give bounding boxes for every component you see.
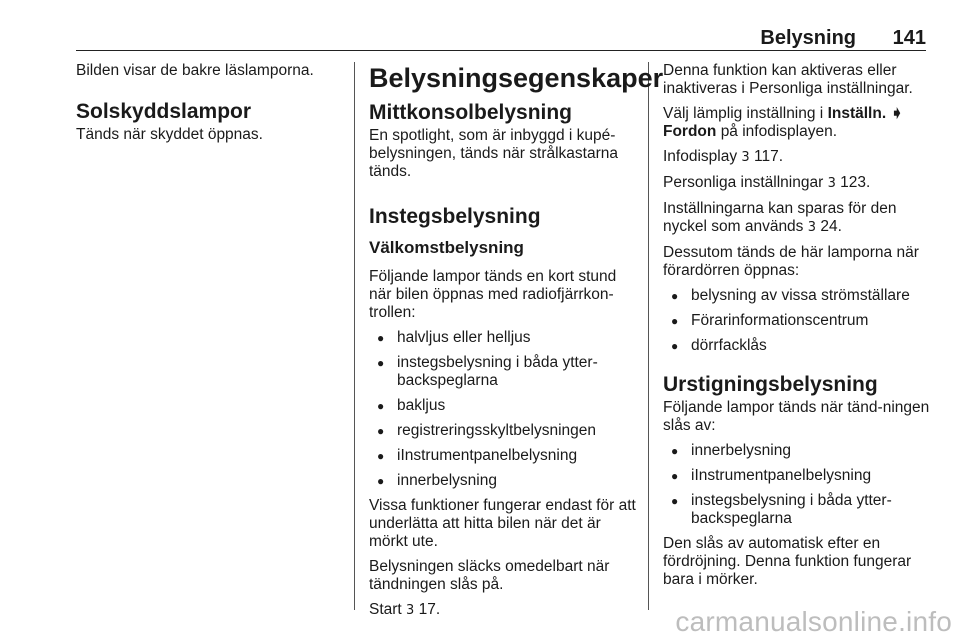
urstignings-heading: Urstigningsbelysning: [663, 373, 878, 396]
menu-fordon: Fordon: [663, 123, 717, 140]
mittkonsol-heading: Mittkonsolbelysning: [369, 101, 573, 124]
reference-arrow-icon: 3: [406, 603, 415, 618]
list-item: ● instegsbelysning i båda ytter-backspeglarna: [369, 354, 637, 390]
mittkonsol-text: En spotlight, som är inbyggd i kupé-belysningen, tänds när strålkastarna tänds.: [369, 127, 619, 180]
start-reference: [369, 601, 637, 620]
personal-settings-label: Personliga inställningar: [663, 174, 824, 191]
solskydd-text: Tänds när skyddet öppnas.: [76, 126, 263, 143]
menu-installn: Inställn.: [827, 105, 887, 122]
save-settings-page[interactable]: 24.: [820, 218, 842, 235]
main-heading: Belysningsegenskaper: [369, 63, 664, 93]
list-item: ● iInstrumentpanelbelysning: [663, 467, 931, 485]
infodisplay-label: Infodisplay: [663, 148, 738, 165]
reference-arrow-icon: 3: [827, 176, 836, 191]
column-2: [369, 62, 664, 627]
menu-arrow-icon: ➧: [890, 105, 904, 122]
list-item: ● instegsbelysning i båda ytter-backspeglarna: [663, 492, 931, 528]
setting-text: [663, 105, 931, 141]
setting-pre: Välj lämplig inställning i: [663, 105, 824, 122]
page-number: 141: [892, 27, 926, 49]
watermark: carmanualsonline.info: [675, 606, 952, 637]
instegs-heading: Instegsbelysning: [369, 205, 541, 228]
save-settings-text: [663, 200, 931, 237]
page-title: Belysning: [760, 27, 856, 49]
valkomst-heading: Välkomstbelysning: [369, 238, 524, 257]
intro-text: Bilden visar de bakre läslamporna.: [76, 62, 314, 79]
personal-settings-page[interactable]: 123.: [840, 174, 871, 191]
urstignings-list: [663, 442, 931, 528]
list-item: ● innerbelysning: [663, 442, 931, 460]
list-item: ● Förarinformationscentrum: [663, 312, 931, 330]
valkomst-list: [369, 329, 637, 490]
column-divider-1: [354, 62, 355, 610]
column-3: [663, 62, 931, 596]
solskydd-heading: Solskyddslampor: [76, 100, 252, 123]
column-1: [76, 62, 346, 151]
driver-door-text: Dessutom tänds de här lamporna när förardörren öppnas:: [663, 244, 919, 279]
list-item: ● registreringsskyltbelysningen: [369, 422, 637, 440]
list-item: ● belysning av vissa strömställare: [663, 287, 931, 305]
urstignings-text: Följande lampor tänds när tänd-ningen slås av:: [663, 399, 930, 434]
personal-settings-reference: [663, 174, 931, 193]
list-item: ● innerbelysning: [369, 472, 637, 490]
list-item: ● halvljus eller helljus: [369, 329, 637, 347]
infodisplay-reference: [663, 148, 931, 167]
setting-post: på infodisplayen.: [720, 123, 838, 140]
reference-arrow-icon: 3: [807, 220, 817, 235]
column-divider-2: [648, 62, 649, 610]
list-item: ● iInstrumentpanelbelysning: [369, 447, 637, 465]
driver-door-list: [663, 287, 931, 355]
functions-text: Vissa funktioner fungerar endast för att underlätta att hitta bilen när det är mörkt ute.: [369, 497, 636, 550]
page-header: [76, 24, 926, 51]
valkomst-text: Följande lampor tänds en kort stund när bilen öppnas med radiofjärrkon-trollen:: [369, 268, 617, 321]
delay-text: Den slås av automatisk efter en fördröjning. Denna funktion fungerar bara i mörker.: [663, 535, 912, 588]
infodisplay-page[interactable]: 117.: [754, 148, 784, 165]
start-label: Start: [369, 601, 402, 618]
activation-text: Denna funktion kan aktiveras eller inaktiveras i Personliga inställningar.: [663, 62, 913, 97]
list-item: ● bakljus: [369, 397, 637, 415]
reference-arrow-icon: 3: [741, 150, 750, 165]
extinguish-text: Belysningen släcks omedelbart när tändningen slås på.: [369, 558, 610, 593]
save-settings-label: Inställningarna kan sparas för den nyckel som används: [663, 200, 897, 235]
list-item: ● dörrfacklås: [663, 337, 931, 355]
start-page[interactable]: 17.: [418, 601, 441, 618]
